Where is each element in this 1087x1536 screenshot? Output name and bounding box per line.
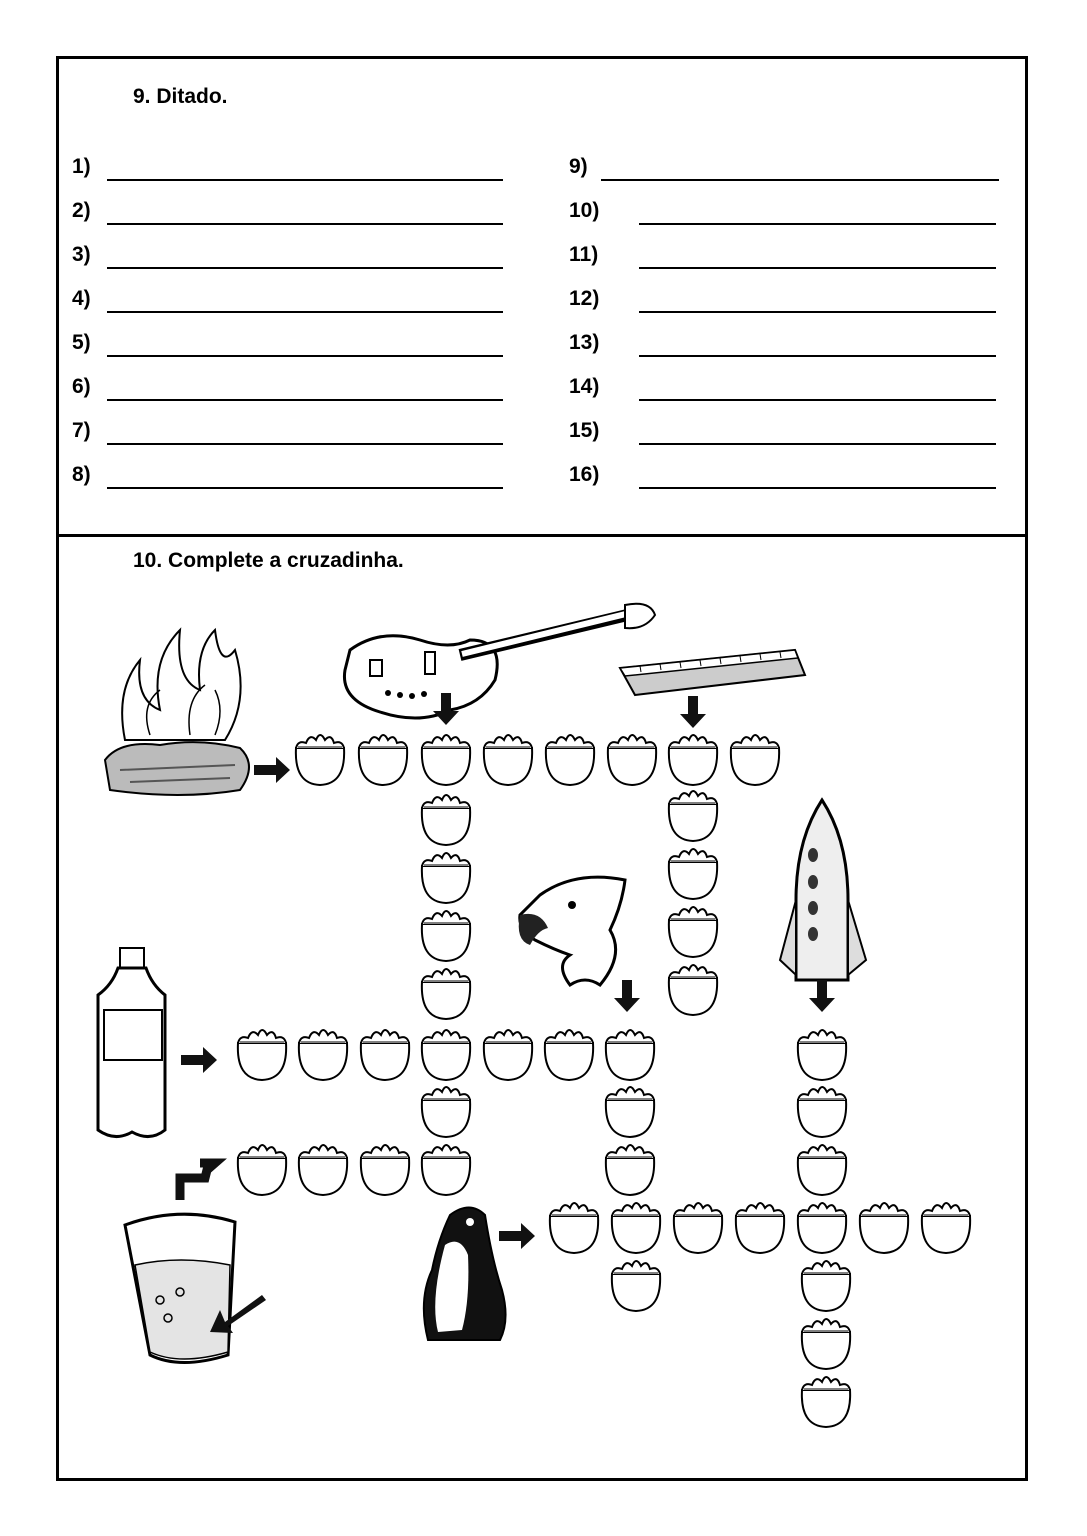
crossword-cell[interactable]	[802, 1261, 850, 1311]
crossword-cell[interactable]	[798, 1030, 846, 1080]
crossword-cell[interactable]	[299, 1030, 347, 1080]
crossword-cell[interactable]	[546, 735, 594, 785]
crossword-cell[interactable]	[669, 735, 717, 785]
crossword-cell[interactable]	[238, 1145, 286, 1195]
arrow-right-icon	[499, 1223, 535, 1249]
crossword-cell[interactable]	[669, 791, 717, 841]
crossword-cell[interactable]	[736, 1203, 784, 1253]
crossword-cell[interactable]	[550, 1203, 598, 1253]
item-number: 15)	[569, 419, 600, 442]
fire-icon	[105, 630, 249, 795]
item-number: 14)	[569, 375, 600, 398]
crossword-cell[interactable]	[361, 1030, 409, 1080]
item-number: 8)	[72, 463, 91, 486]
item-number: 10)	[569, 199, 600, 222]
crossword-cell[interactable]	[669, 907, 717, 957]
item-number: 11)	[569, 243, 599, 266]
crossword-cell[interactable]	[669, 965, 717, 1015]
crossword-cell[interactable]	[422, 911, 470, 961]
crossword-cell[interactable]	[606, 1030, 654, 1080]
item-number: 5)	[72, 331, 91, 354]
crossword-cell[interactable]	[802, 1377, 850, 1427]
crossword-cell[interactable]	[484, 1030, 532, 1080]
arrow-right-icon	[181, 1047, 217, 1073]
crossword-cell[interactable]	[422, 735, 470, 785]
arrow-right-icon	[254, 757, 290, 783]
crossword-cell[interactable]	[798, 1087, 846, 1137]
item-number: 3)	[72, 243, 91, 266]
crossword-cell[interactable]	[238, 1030, 286, 1080]
crossword-cell[interactable]	[359, 735, 407, 785]
item-number: 9)	[569, 155, 588, 178]
bottle-icon	[98, 948, 165, 1137]
crossword-cell[interactable]	[299, 1145, 347, 1195]
glass-of-water-icon	[125, 1163, 266, 1363]
crossword-cell[interactable]	[922, 1203, 970, 1253]
rocket-icon	[780, 800, 866, 980]
item-number: 2)	[72, 199, 91, 222]
crossword-cell[interactable]	[731, 735, 779, 785]
crossword-title: 10. Complete a cruzadinha.	[133, 549, 404, 572]
eagle-icon	[519, 877, 625, 985]
item-number: 1)	[72, 155, 91, 178]
item-number: 4)	[72, 287, 91, 310]
crossword-cell[interactable]	[669, 849, 717, 899]
dictation-title: 9. Ditado.	[133, 85, 228, 108]
ruler-icon	[620, 650, 805, 695]
crossword-cell[interactable]	[802, 1319, 850, 1369]
arrow-down-icon	[680, 696, 706, 728]
crossword-cell[interactable]	[798, 1203, 846, 1253]
crossword-cell[interactable]	[674, 1203, 722, 1253]
arrow-down-icon	[809, 980, 835, 1012]
crossword-cell[interactable]	[612, 1203, 660, 1253]
crossword-cell[interactable]	[612, 1261, 660, 1311]
item-number: 13)	[569, 331, 600, 354]
crossword-cell[interactable]	[545, 1030, 593, 1080]
crossword-cell[interactable]	[422, 1145, 470, 1195]
penguin-icon	[424, 1208, 506, 1341]
crossword-cell[interactable]	[484, 735, 532, 785]
crossword-cell[interactable]	[860, 1203, 908, 1253]
crossword-cell[interactable]	[608, 735, 656, 785]
crossword-cell[interactable]	[422, 1087, 470, 1137]
arrow-down-icon	[614, 980, 640, 1012]
crossword-grid[interactable]	[238, 735, 970, 1427]
crossword-cell[interactable]	[798, 1145, 846, 1195]
item-number: 6)	[72, 375, 91, 398]
item-number: 12)	[569, 287, 600, 310]
item-number: 7)	[72, 419, 91, 442]
crossword-cell[interactable]	[606, 1087, 654, 1137]
crossword-cell[interactable]	[422, 1030, 470, 1080]
guitar-icon	[344, 604, 655, 718]
crossword-cell[interactable]	[361, 1145, 409, 1195]
crossword-cell[interactable]	[422, 969, 470, 1019]
item-number: 16)	[569, 463, 600, 486]
crossword-cell[interactable]	[296, 735, 344, 785]
crossword-cell[interactable]	[422, 795, 470, 845]
crossword-cell[interactable]	[606, 1145, 654, 1195]
crossword-cell[interactable]	[422, 853, 470, 903]
